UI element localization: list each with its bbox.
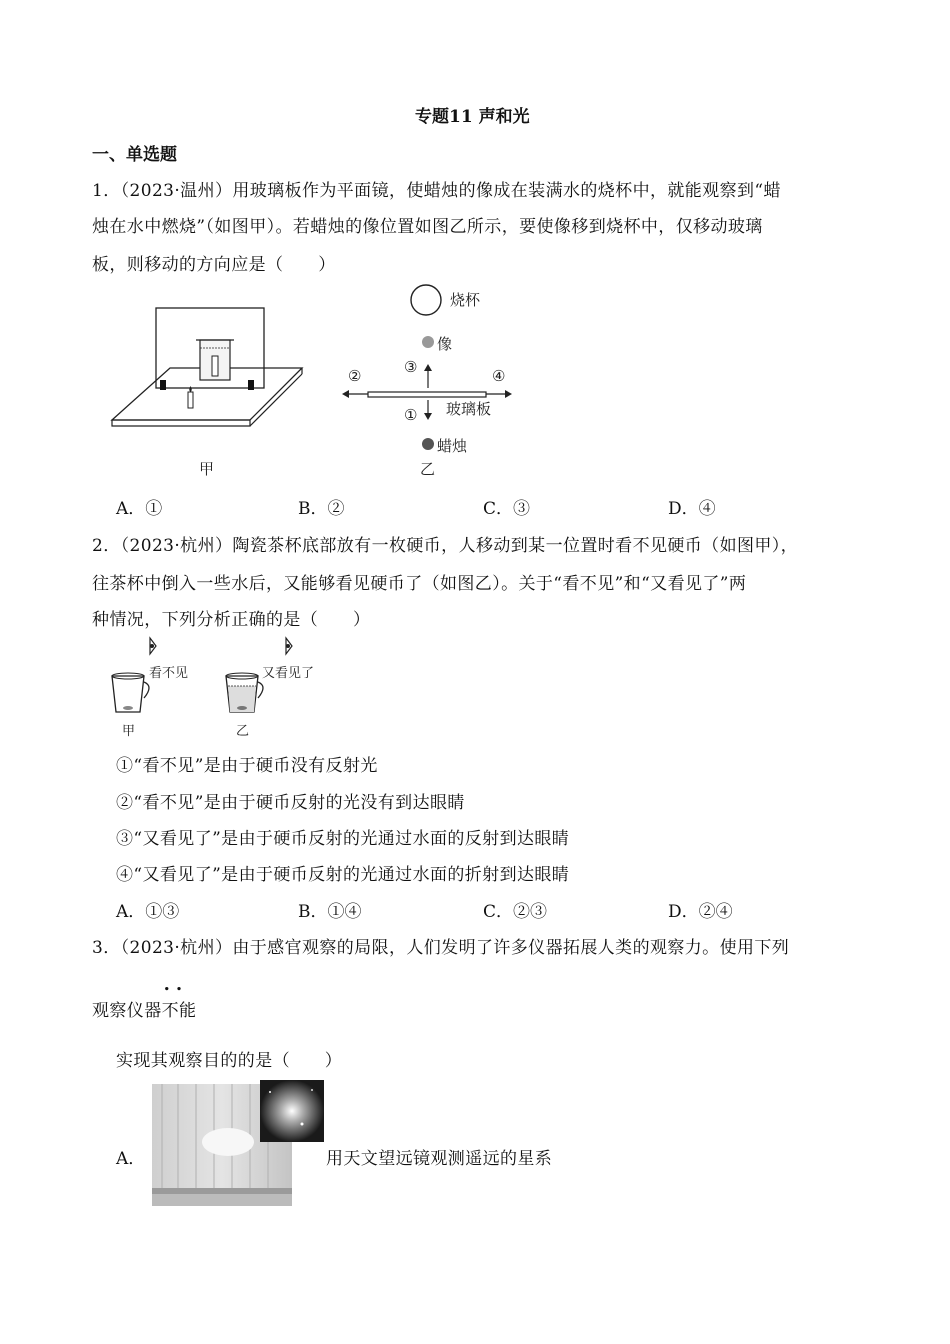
label-cup-jia: 甲 — [122, 724, 136, 739]
q1-option-b[interactable]: B．② — [298, 499, 345, 519]
label-direction-4: ④ — [492, 367, 506, 385]
figure-q1-yi-caption: 乙 — [420, 460, 436, 478]
q1-line-1: 1．（2023·温州）用玻璃板作为平面镜，使蜡烛的像成在装满水的烧杯中，就能观察到“蜡 — [92, 181, 781, 201]
figure-q1-jia-caption: 甲 — [199, 460, 215, 478]
label-glass-plate: 玻璃板 — [446, 400, 492, 418]
q1-line-3: 板，则移动的方向应是（ ） — [92, 255, 336, 275]
q1-option-d[interactable]: D．④ — [668, 499, 716, 519]
q1-line-2: 烛在水中燃烧”（如图甲）。若蜡烛的像位置如图乙所示，要使像移到烧杯中，仅移动玻璃 — [92, 217, 763, 237]
q2-line-1: 2．（2023·杭州）陶瓷茶杯底部放有一枚硬币，人移动到某一位置时看不见硬币（如图甲）， — [92, 536, 799, 556]
section-title: 一、单选题 — [92, 145, 177, 165]
q1-option-a[interactable]: A．① — [116, 499, 163, 519]
q3-option-a-label[interactable]: A． — [116, 1149, 146, 1169]
q3-emphasis — [161, 974, 197, 1021]
label-cant-see: 看不见 — [149, 666, 189, 681]
q2-line-3: 种情况，下列分析正确的是（ ） — [92, 610, 371, 630]
label-cup-yi: 乙 — [236, 724, 250, 739]
label-see-again: 又看见了 — [262, 666, 315, 681]
label-direction-1: ① — [404, 406, 418, 424]
q2-option-b[interactable]: B．①④ — [298, 902, 362, 922]
q2-line-2: 往茶杯中倒入一些水后，又能够看见硬币了（如图乙）。关于“看不见”和“又看见了”两 — [92, 574, 747, 594]
q2-option-c[interactable]: C．②③ — [483, 902, 548, 922]
q2-statement-2: ②“看不见”是由于硬币反射的光没有到达眼睛 — [116, 793, 465, 813]
q2-statement-4: ④“又看见了”是由于硬币反射的光通过水面的折射到达眼睛 — [116, 865, 570, 885]
label-image: 像 — [437, 335, 453, 353]
figure-q1-jia — [110, 300, 310, 440]
q3-line-2 — [92, 974, 197, 1021]
label-direction-2: ② — [348, 367, 362, 385]
q2-statement-1: ①“看不见”是由于硬币没有反射光 — [116, 756, 378, 776]
q3-line-3: 实现其观察目的的是（ ） — [116, 1051, 343, 1071]
q3-line-2-prefix: 观察仪器 — [92, 1001, 162, 1021]
page-title: 专题11 声和光 — [415, 107, 530, 127]
q1-option-c[interactable]: C．③ — [483, 499, 531, 519]
label-direction-3: ③ — [404, 358, 418, 376]
label-candle: 蜡烛 — [437, 437, 468, 455]
telescope-photo — [152, 1080, 324, 1206]
label-beaker: 烧杯 — [450, 291, 481, 309]
emphasis-dots: .. — [163, 974, 189, 995]
q2-option-a[interactable]: A．①③ — [116, 902, 180, 922]
q2-option-d[interactable]: D．②④ — [668, 902, 733, 922]
q3-emphasis-text: 不能 — [161, 1001, 197, 1021]
q3-option-a-text: 用天文望远镜观测遥远的星系 — [326, 1149, 553, 1169]
q2-statement-3: ③“又看见了”是由于硬币反射的光通过水面的反射到达眼睛 — [116, 829, 570, 849]
q3-line-1: 3．（2023·杭州）由于感官观察的局限，人们发明了许多仪器拓展人类的观察力。使用下列 — [92, 938, 790, 958]
